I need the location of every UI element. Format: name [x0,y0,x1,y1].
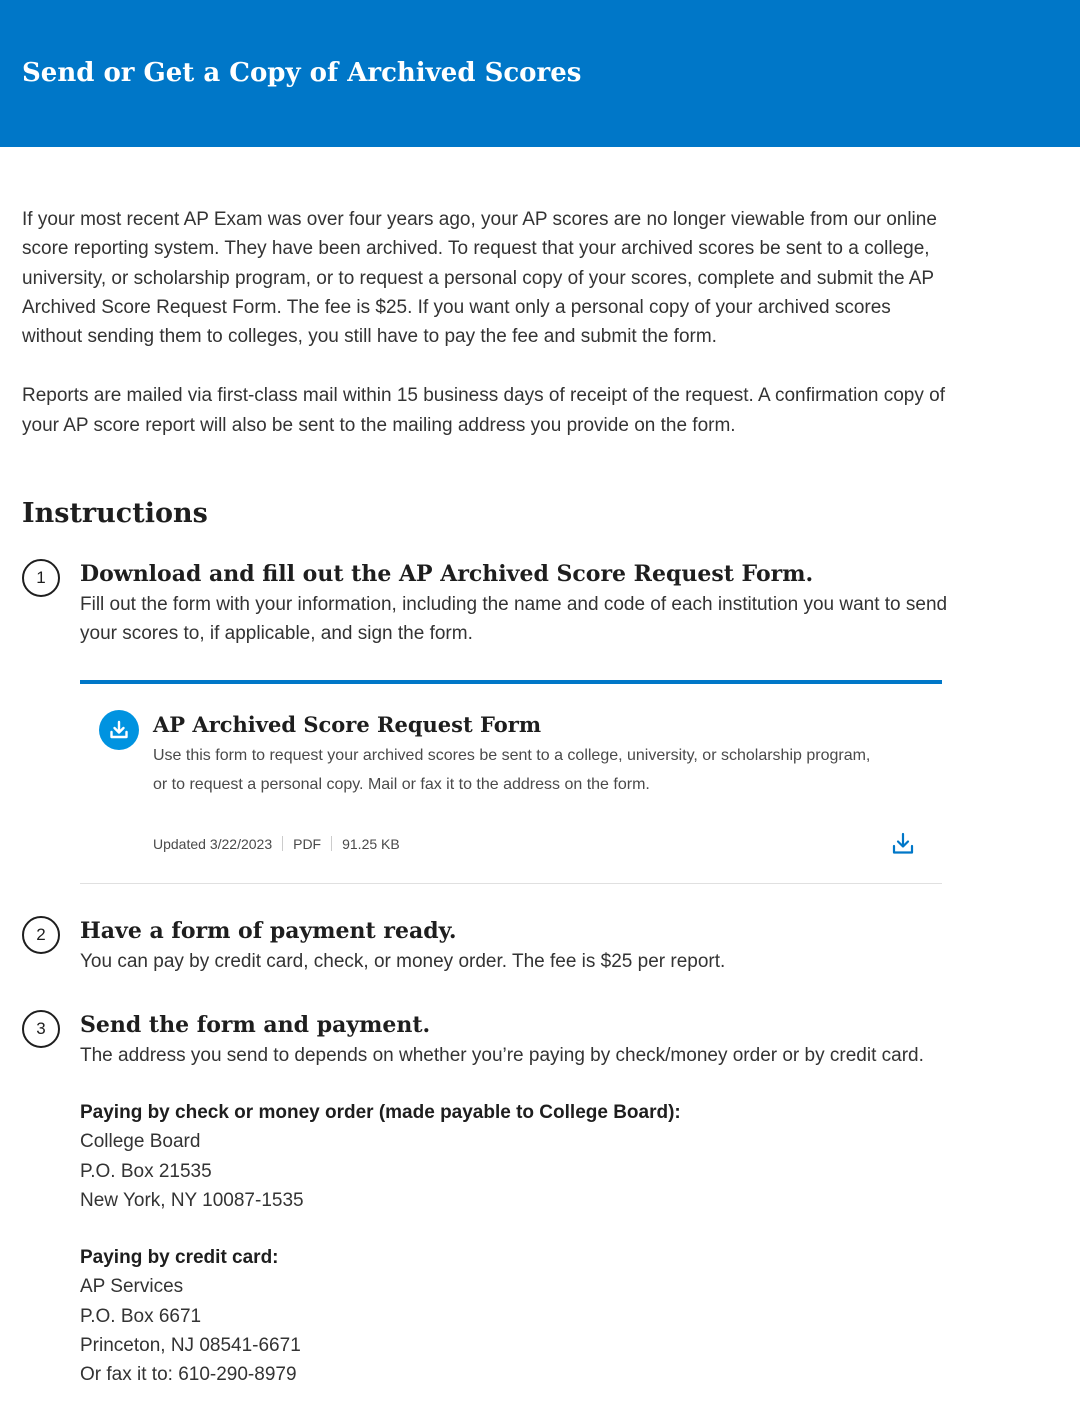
check-address-block [80,1098,960,1215]
credit-address-label: Paying by credit card: [80,1247,279,1269]
file-type: PDF [293,836,322,852]
meta-divider [282,836,283,851]
step-number-2: 2 [22,916,60,954]
intro-paragraph-2: Reports are mailed via first-class mail within 15 business days of receipt of the request. A confirmation copy of your AP score report will also be sent to the mailing address you provide on the form. [22,385,945,436]
check-address-label: Paying by check or money order (made payable to College Board): [80,1102,681,1123]
download-card [80,680,942,884]
page-header [0,0,1080,147]
credit-address-line-3: Princeton, NJ 08541-6671 [80,1335,301,1357]
page-title: Send or Get a Copy of Archived Scores [22,58,582,88]
check-address-line-1: College Board [80,1131,201,1153]
file-meta [153,834,400,854]
updated-date: Updated 3/22/2023 [153,836,273,852]
file-size: 91.25 KB [342,836,400,852]
step-title-1: Download and fill out the AP Archived Score Request Form. [80,561,814,587]
fax-number: Or fax it to: 610-290-8979 [80,1364,297,1386]
step-text-2: You can pay by credit card, check, or money order. The fee is $25 per report. [80,951,726,972]
form-title-link[interactable]: AP Archived Score Request Form [153,712,542,737]
check-address-line-3: New York, NY 10087-1535 [80,1189,304,1211]
download-circle-icon[interactable] [99,710,139,750]
download-link[interactable] [892,832,914,856]
credit-address-line-1: AP Services [80,1276,184,1298]
step-title-3: Send the form and payment. [80,1012,431,1038]
instructions-heading: Instructions [22,498,208,529]
step-number-3: 3 [22,1010,60,1048]
credit-address-line-2: P.O. Box 6671 [80,1305,202,1327]
download-icon [108,719,130,741]
intro-paragraph-1: If your most recent AP Exam was over four years ago, your AP scores are no longer viewable from our online score reporting system. They have been archived. To request that your archived scores be sent to a college, university, or scholarship program, or to request a personal copy of your scores, complete and submit the AP Archived Score Request Form. The fee is $25. If you want only a personal copy of your archived scores without sending them to colleges, you still have to pay the fee and submit the form. [22,209,937,348]
step-text-1: Fill out the form with your information, including the name and code of each institution you want to send your scores to, if applicable, and sign the form. [80,594,948,644]
step-text-3: The address you send to depends on whether you’re paying by check/money order or by credit card. [80,1045,924,1066]
credit-address-block [80,1243,960,1389]
form-description: Use this form to request your archived scores be sent to a college, university, or scholarship program, or to request a personal copy. Mail or fax it to the address on the form. [153,747,871,793]
check-address-line-2: P.O. Box 21535 [80,1160,212,1182]
step-number-1: 1 [22,559,60,597]
step-title-2: Have a form of payment ready. [80,918,457,944]
download-icon [892,832,914,856]
intro-section [22,205,952,470]
meta-divider [331,836,332,851]
